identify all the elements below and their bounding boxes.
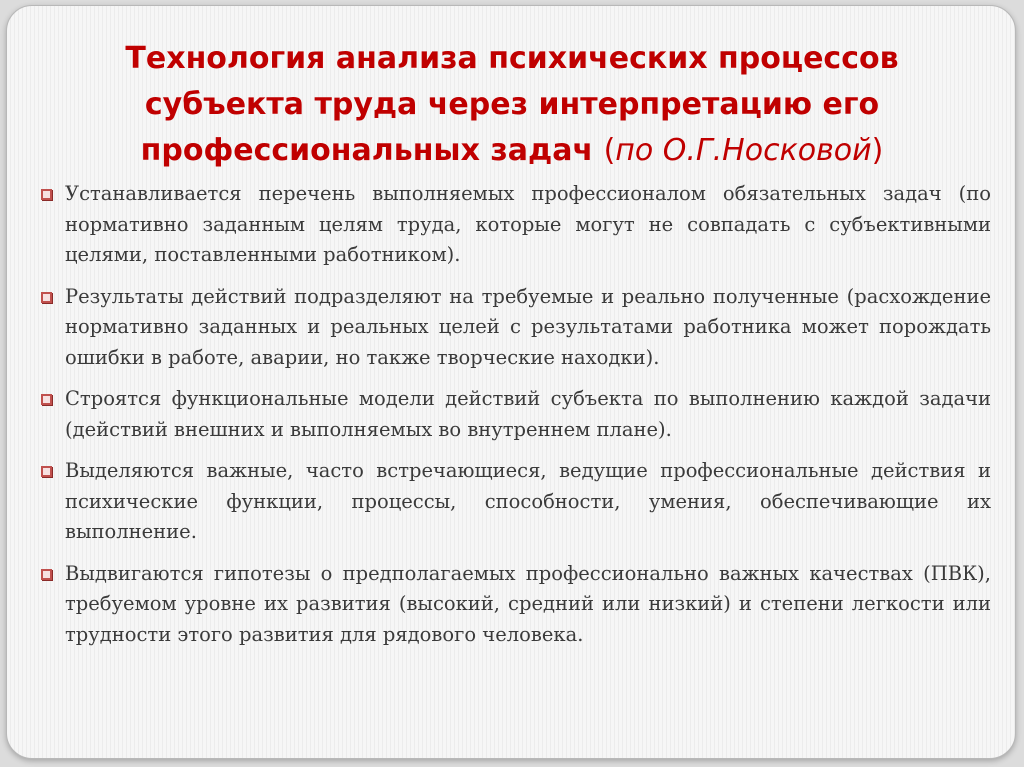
title-line-3	[67, 128, 957, 174]
bullet-item	[39, 384, 991, 445]
bullet-item	[39, 456, 991, 548]
bullet-text: Строятся функциональные модели действий субъекта по выполнению каждой задачи (действий внешних и выполняемых во внутреннем плане).	[65, 387, 991, 441]
bullet-item	[39, 282, 991, 374]
bullet-text: Устанавливается перечень выполняемых профессионалом обязательных задач (по нормативно заданным целям труда, которые могут не совпадать с субъективными целями, поставленными работником).	[65, 182, 991, 266]
title-paren-close: )	[871, 133, 884, 168]
bullet-text: Результаты действий подразделяют на требуемые и реально полученные (расхождение нормативно заданных и реальных целей с результатами работника может порождать ошибки в работе, аварии, но также творческие находки).	[65, 284, 991, 369]
slide	[6, 5, 1016, 759]
square-bullet-icon	[41, 292, 52, 303]
title-line-3-text: профессиональных задач	[140, 133, 594, 168]
title-line-1: Технология анализа психических процессов	[125, 41, 899, 76]
title-author: по О.Г.Носковой	[615, 133, 872, 168]
bullet-item	[39, 179, 991, 271]
slide-title	[67, 36, 957, 174]
square-bullet-icon	[41, 466, 52, 477]
bullet-text: Выдвигаются гипотезы о предполагаемых профессионально важных качествах (ПВК), требуемом уровне их развития (высокий, средний или низкий) и степени легкости или трудности этого развития для рядового человека.	[65, 561, 991, 646]
title-paren-open: (	[603, 133, 616, 168]
square-bullet-icon	[41, 569, 52, 580]
bullet-text: Выделяются важные, часто встречающиеся, ведущие профессиональные действия и психические функции, процессы, способности, умения, обеспечивающие их выполнение.	[65, 459, 991, 543]
square-bullet-icon	[41, 394, 52, 405]
bullet-list	[39, 179, 991, 661]
title-line-2: субъекта труда через интерпретацию его	[144, 87, 880, 122]
square-bullet-icon	[41, 189, 52, 200]
bullet-item	[39, 559, 991, 651]
